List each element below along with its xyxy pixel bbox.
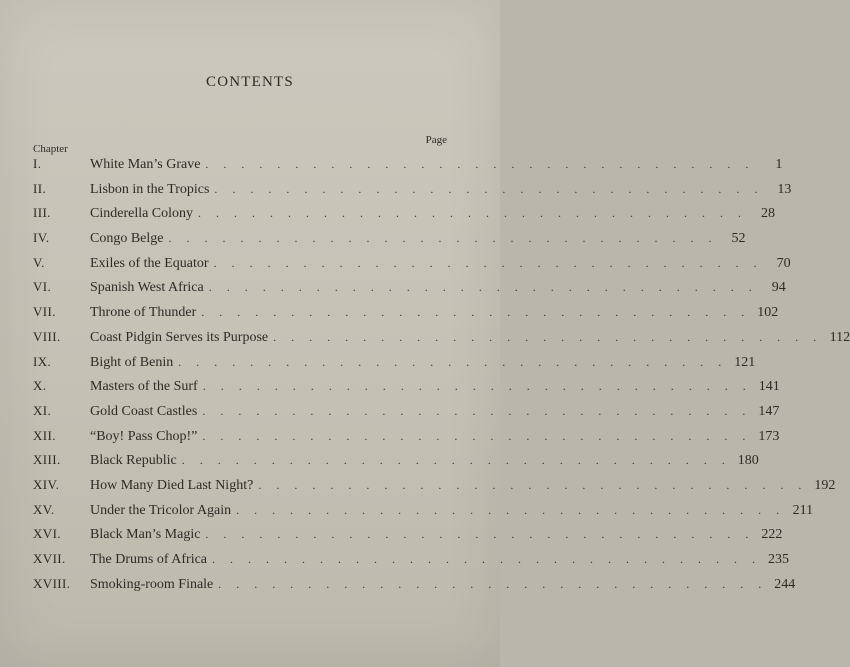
page-column-header: Page — [425, 134, 447, 146]
dot-leader: . . . . . . . . . . . . . . . . . . . . . . . . . . . . . . . — [273, 329, 823, 344]
contents-entry — [33, 522, 783, 547]
dot-leader: . . . . . . . . . . . . . . . . . . . . . . . . . . . . . . . — [178, 354, 728, 369]
page-number: 13 — [777, 181, 792, 197]
chapter-title: “Boy! Pass Chop!” — [90, 428, 198, 444]
contents-entry — [33, 201, 776, 226]
chapter-title: Under the Tricolor Again — [90, 502, 232, 518]
chapter-title: Bight of Benin — [90, 354, 174, 370]
chapter-title: Throne of Thunder — [90, 305, 197, 321]
chapter-number: VIII. — [33, 328, 61, 344]
page-number: 52 — [731, 231, 746, 247]
contents-entry — [33, 498, 814, 523]
contents-entry — [33, 226, 746, 251]
chapter-number: I. — [33, 156, 42, 171]
page-number: 173 — [758, 428, 780, 444]
dot-leader: . . . . . . . . . . . . . . . . . . . . . . . . . . . . . . . — [205, 527, 755, 542]
dot-leader: . . . . . . . . . . . . . . . . . . . . . . . . . . . . . . . — [181, 453, 731, 468]
chapter-number: XVII. — [33, 551, 66, 566]
page-number: 211 — [792, 502, 814, 518]
page-number: 94 — [771, 280, 786, 296]
chapter-title: How Many Died Last Night? — [90, 477, 254, 493]
dot-leader: . . . . . . . . . . . . . . . . . . . . . . . . . . . . . . . — [213, 255, 763, 270]
page-number: 141 — [758, 379, 780, 395]
contents-entry — [33, 251, 791, 276]
contents-entry — [33, 424, 780, 449]
page-number: 102 — [757, 305, 779, 321]
contents-entry — [33, 547, 790, 572]
chapter-title: Spanish West Africa — [90, 280, 204, 296]
page-number: 28 — [761, 206, 776, 222]
chapter-title: White Man’s Grave — [90, 157, 201, 172]
page-number: 222 — [761, 527, 783, 543]
contents-entry — [33, 325, 850, 350]
chapter-number: XV. — [33, 501, 55, 517]
dot-leader: . . . . . . . . . . . . . . . . . . . . . . . . . . . . . . . — [208, 280, 758, 295]
dot-leader: . . . . . . . . . . . . . . . . . . . . . . . . . . . . . . . — [212, 552, 762, 566]
dot-leader: . . . . . . . . . . . . . . . . . . . . . . . . . . . . . . . — [201, 305, 751, 320]
chapter-number: X. — [33, 378, 47, 394]
chapter-title: Coast Pidgin Serves its Purpose — [90, 329, 269, 345]
chapter-title: Black Republic — [90, 453, 177, 469]
chapter-title: Masters of the Surf — [90, 379, 198, 395]
dot-leader: . . . . . . . . . . . . . . . . . . . . . . . . . . . . . . . — [198, 206, 748, 221]
page-number: 121 — [734, 354, 756, 370]
dot-leader: . . . . . . . . . . . . . . . . . . . . . . . . . . . . . . . — [218, 576, 768, 591]
dot-leader: . . . . . . . . . . . . . . . . . . . . . . . . . . . . . . . — [214, 181, 764, 196]
chapter-column-header: Chapter — [33, 143, 68, 155]
page-number: 180 — [737, 453, 759, 469]
page-title: CONTENTS — [206, 74, 294, 90]
chapter-title: Cinderella Colony — [90, 206, 194, 222]
chapter-title: Exiles of the Equator — [90, 255, 209, 271]
chapter-title: Gold Coast Castles — [90, 403, 198, 419]
chapter-number: XI. — [33, 402, 52, 418]
chapter-number: V. — [33, 254, 45, 270]
chapter-number: XVIII. — [33, 575, 71, 591]
chapter-title: Black Man’s Magic — [90, 527, 201, 543]
dot-leader: . . . . . . . . . . . . . . . . . . . . . . . . . . . . . . . — [205, 157, 755, 171]
contents-list — [33, 152, 850, 596]
chapter-title: Congo Belge — [90, 231, 164, 247]
chapter-number: XVI. — [33, 526, 61, 542]
contents-entry — [33, 350, 756, 375]
chapter-number: II. — [33, 180, 47, 196]
contents-entry — [33, 152, 783, 177]
page-number: 147 — [758, 403, 780, 419]
contents-entry — [33, 448, 759, 473]
contents-entry — [33, 177, 792, 202]
contents-entry — [33, 572, 796, 597]
page-number: 1 — [775, 157, 783, 172]
contents-entry — [33, 399, 780, 424]
chapter-number: XIII. — [33, 452, 61, 468]
page-number: 70 — [776, 255, 791, 271]
contents-entry — [33, 275, 786, 300]
chapter-number: IV. — [33, 230, 50, 246]
dot-leader: . . . . . . . . . . . . . . . . . . . . . . . . . . . . . . . — [202, 428, 752, 443]
page-number: 244 — [774, 576, 796, 592]
chapter-number: XII. — [33, 427, 56, 443]
chapter-number: XIV. — [33, 476, 60, 492]
page-number: 192 — [814, 477, 836, 493]
dot-leader: . . . . . . . . . . . . . . . . . . . . . . . . . . . . . . . — [236, 502, 786, 517]
chapter-title: The Drums of Africa — [90, 552, 208, 567]
page-number: 112 — [829, 329, 850, 345]
chapter-number: VII. — [33, 304, 56, 320]
chapter-number: IX. — [33, 353, 52, 369]
dot-leader: . . . . . . . . . . . . . . . . . . . . . . . . . . . . . . . — [202, 379, 752, 394]
page-number: 235 — [768, 552, 790, 567]
chapter-title: Smoking-room Finale — [90, 576, 214, 592]
dot-leader: . . . . . . . . . . . . . . . . . . . . . . . . . . . . . . . — [168, 231, 718, 246]
contents-entry — [33, 374, 780, 399]
dot-leader: . . . . . . . . . . . . . . . . . . . . . . . . . . . . . . . — [258, 477, 808, 492]
chapter-number: III. — [33, 205, 51, 221]
dot-leader: . . . . . . . . . . . . . . . . . . . . . . . . . . . . . . . — [202, 403, 752, 418]
chapter-number: VI. — [33, 279, 52, 295]
chapter-title: Lisbon in the Tropics — [90, 181, 210, 197]
contents-entry — [33, 300, 779, 325]
contents-entry — [33, 473, 836, 498]
